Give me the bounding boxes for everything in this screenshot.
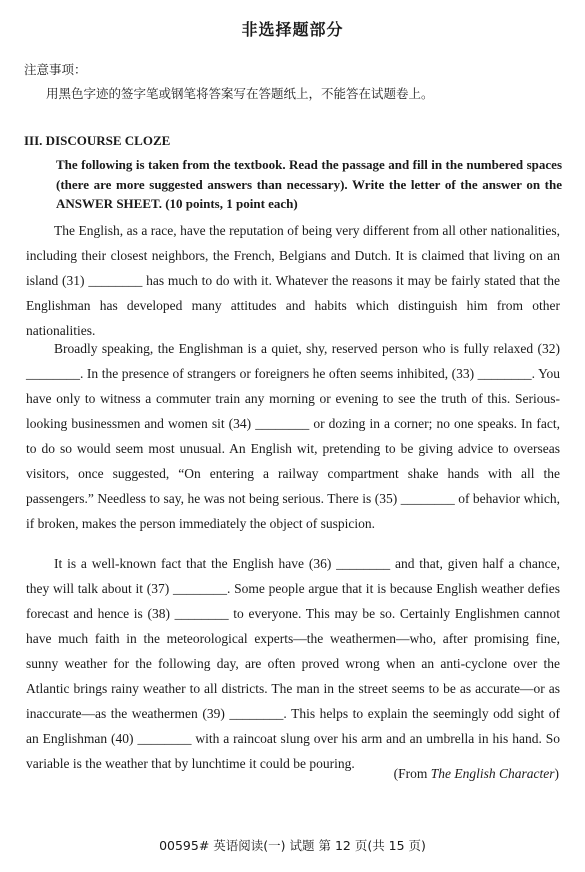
source-prefix: (From xyxy=(393,766,431,781)
source-suffix: ) xyxy=(554,766,559,781)
passage-paragraph-1: The English, as a race, have the reputation of being very different from all other nationalities, including their closest neighbors, the French, Belgians and Dutch. It is claimed that living on an island (31) ________ has much to do with it. Whatever the reasons it may be fairly stated that the Englishman has developed many attitudes and habits which distinguish him from other nationalities. xyxy=(26,223,560,338)
notice-heading: 注意事项： xyxy=(24,62,87,77)
notice-text: 用黑色字迹的签字笔或钢笔将答案写在答题纸上，不能答在试题卷上。 xyxy=(46,86,434,101)
passage-source xyxy=(394,766,559,782)
section-heading: III. DISCOURSE CLOZE xyxy=(24,133,171,148)
passage-paragraph-3: It is a well-known fact that the English have (36) ________ and that, given half a chance, they will talk about it (37) ________. Some people argue that it is because English weather defies forecast and hence is (38) ________ to everyone. This may be so. Certainly Englishmen cannot have much faith in the meteorological experts—the weathermen—who, after promising fine, sunny weather for the following day, are often proved wrong when an anti-cyclone over the Atlantic brings rainy weather to all districts. The man in the street seems to be as accurate—or as inaccurate—as the weathermen (39) ________. This helps to explain the seemingly odd sight of an Englishman (40) ________ with a raincoat slung over his arm and an umbrella in his hand. So variable is the weather that by lunchtime it could be pouring. xyxy=(26,556,560,771)
section-instructions: The following is taken from the textbook. Read the passage and fill in the numbered spaces (there are more suggested answers than necessary). Write the letter of the answer on the ANSWER SHEET. (10 points, 1 point each) xyxy=(56,157,562,211)
source-title: The English Character xyxy=(430,766,555,781)
page-footer: 00595# 英语阅读(一) 试题 第 12 页(共 15 页) xyxy=(159,838,426,853)
passage-paragraph-2: Broadly speaking, the Englishman is a quiet, shy, reserved person who is fully relaxed (32) ________. In the presence of strangers or foreigners he often seems inhibited, (33) ________. You have only to witness a commuter train any morning or evening to see the truth of this. Serious-looking businessmen and women sit (34) ________ or dozing in a corner; no one speaks. In fact, to do so would seem most unusual. An English wit, pretending to be giving advice to overseas visitors, once suggested, “On entering a railway compartment shake hands with all the passengers.” Needless to say, he was not being serious. There is (35) ________ of behavior which, if broken, makes the person immediately the object of suspicion. xyxy=(26,341,560,531)
page-title: 非选择题部分 xyxy=(241,20,344,39)
